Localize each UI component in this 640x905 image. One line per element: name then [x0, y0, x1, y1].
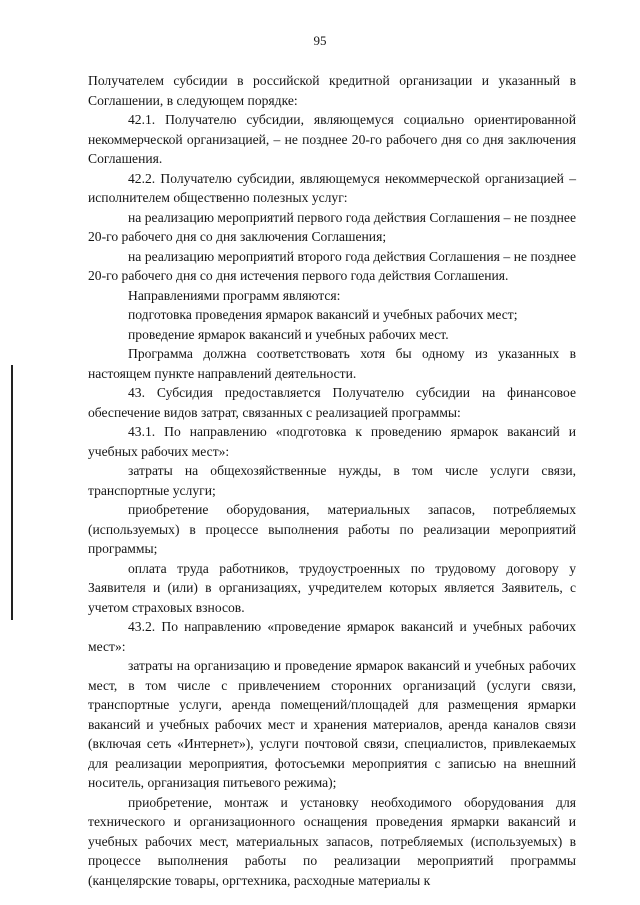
paragraph: на реализацию мероприятий первого года действия Соглашения – не позднее 20-го рабочего дня со дня заключения Соглашения;: [88, 209, 576, 244]
paragraph: на реализацию мероприятий второго года действия Соглашения – не позднее 20-го рабочего дня со дня истечения первого года действия Соглашения.: [88, 248, 576, 283]
page-number: 95: [313, 33, 327, 48]
paragraph: приобретение, монтаж и установку необходимого оборудования для технического и организационного оснащения проведения ярмарки вакансий и учебных рабочих мест, материальных запасов, потребляемых (используемых) в процессе выполнения работы по реализации мероприятий программы (канцелярские товары, оргтехника, расходные материалы к: [88, 794, 576, 888]
paragraph: подготовка проведения ярмарок вакансий и учебных рабочих мест;: [128, 307, 518, 322]
paragraph: 42.1. Получателю субсидии, являющемуся социально ориентированной некоммерческой организацией, – не позднее 20-го рабочего дня со дня заключения Соглашения.: [88, 112, 576, 166]
paragraph: Направлениями программ являются:: [128, 287, 341, 303]
paragraph: оплата труда работников, трудоустроенных по трудовому договору у Заявителя и (или) в организациях, учредителем которых является Заявитель, с учетом страховых взносов.: [88, 560, 576, 615]
paragraph: 43.1. По направлению «подготовка к проведению ярмарок вакансий и учебных рабочих мест»:: [88, 424, 576, 459]
paragraph: 43. Субсидия предоставляется Получателю субсидии на финансовое обеспечение видов затрат, связанных с реализацией программы:: [88, 385, 576, 420]
paragraph: затраты на организацию и проведение ярмарок вакансий и учебных рабочих мест, в том числе с привлечением сторонних организаций (услуги связи, транспортные услуги, аренда помещений/площадей для размещения ярмарки вакансий и учебных рабочих мест и хранения материалов, аренда каналов связи (включая сеть «Интернет»), услуги почтовой связи, специалистов, привлекаемых для реализации мероприятия, фотосъемки мероприятия с записью на внешний носитель, организация питьевого режима);: [88, 658, 576, 790]
paragraph: приобретение оборудования, материальных запасов, потребляемых (используемых) в процессе выполнения работы по реализации мероприятий программы;: [88, 502, 576, 556]
scan-margin-mark: [11, 365, 13, 620]
paragraph: затраты на общехозяйственные нужды, в том числе услуги связи, транспортные услуги;: [88, 463, 576, 498]
paragraph: 42.2. Получателю субсидии, являющемуся некоммерческой организацией – исполнителем общественно полезных услуг:: [88, 170, 576, 205]
paragraph: Получателем субсидии в российской кредитной организации и указанный в Соглашении, в следующем порядке:: [88, 73, 576, 108]
paragraph: 43.2. По направлению «проведение ярмарок вакансий и учебных рабочих мест»:: [88, 619, 576, 654]
document-body: [88, 71, 576, 890]
paragraph: проведение ярмарок вакансий и учебных рабочих мест.: [128, 326, 449, 342]
paragraph: Программа должна соответствовать хотя бы одному из указанных в настоящем пункте направлений деятельности.: [88, 346, 576, 381]
